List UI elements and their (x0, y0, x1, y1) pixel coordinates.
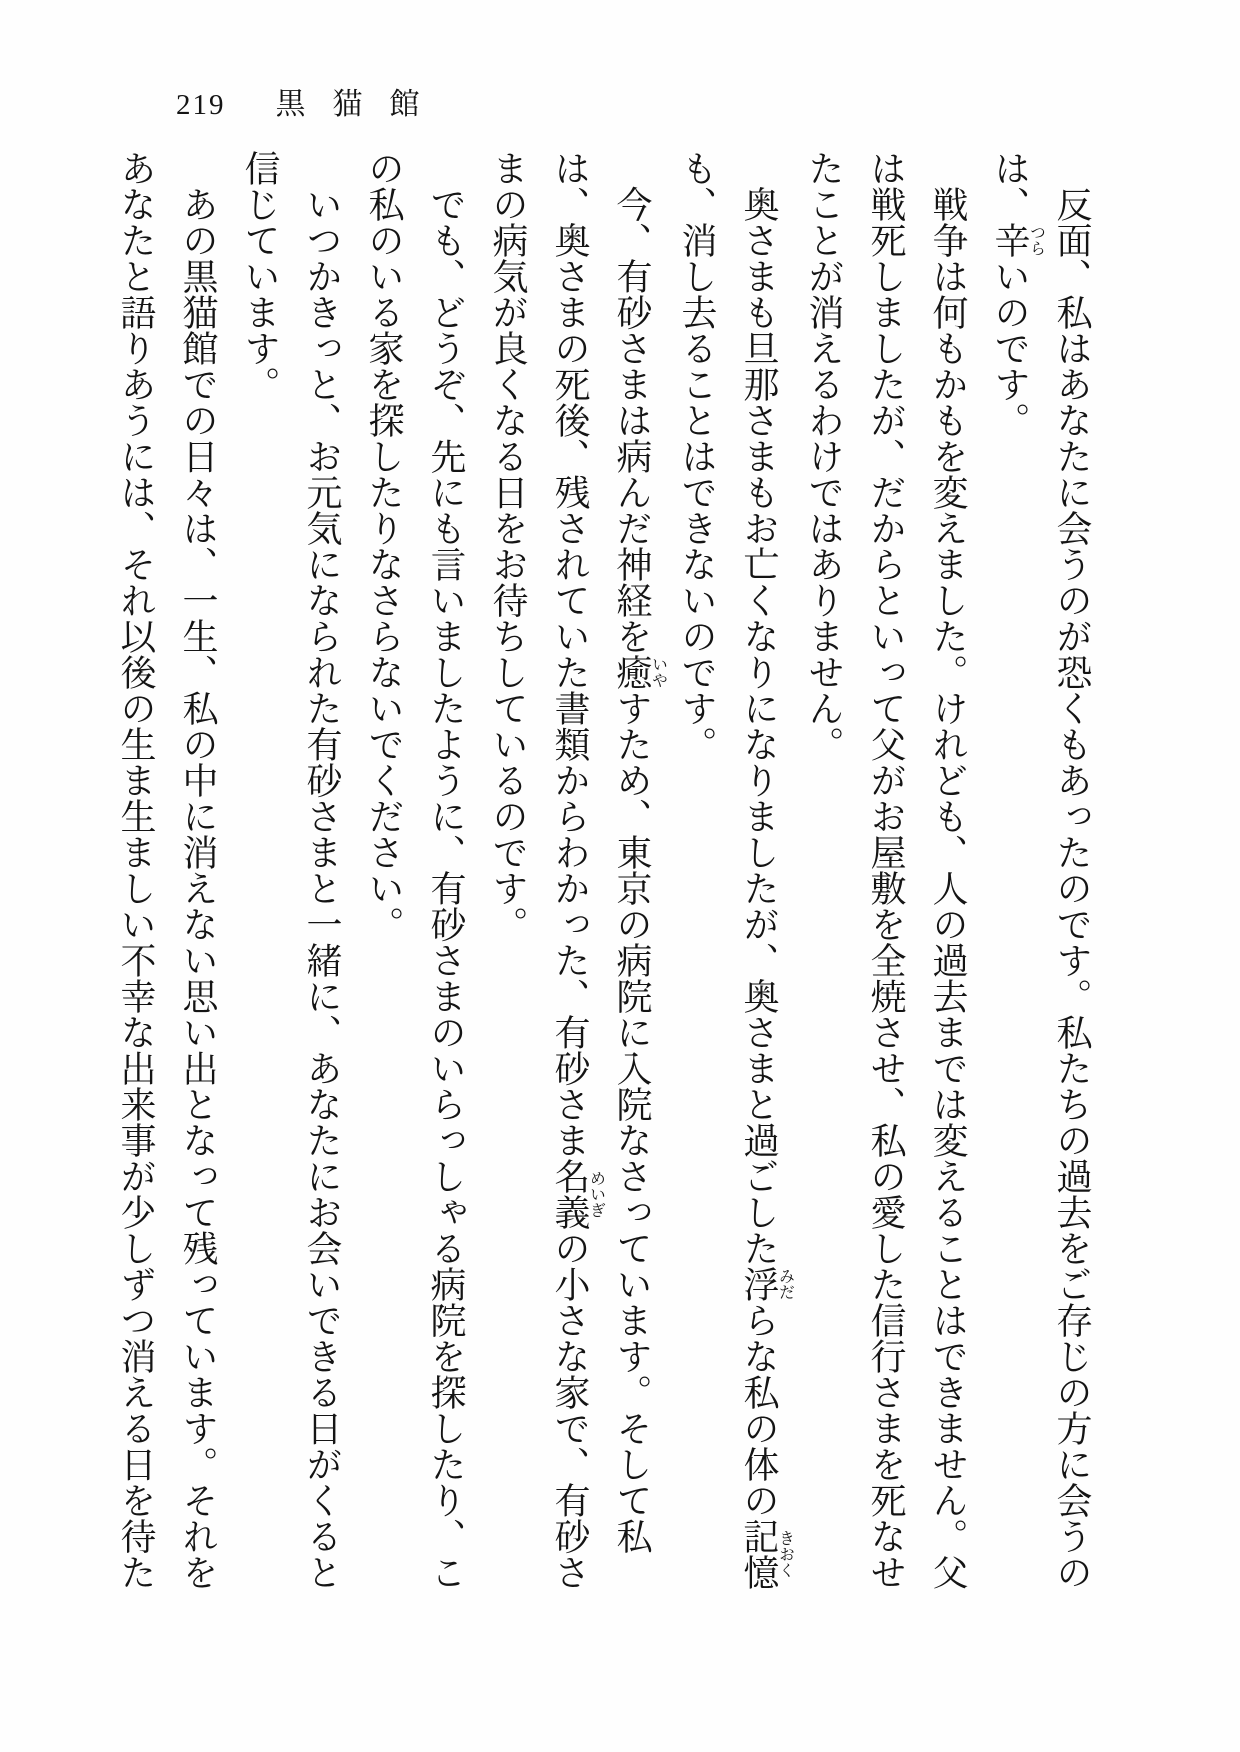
paragraph: でも、どうぞ、先にも言いましたように、有砂さまのいらっしゃる病院を探したり、この私のいる家を探したりなさらないでください。 (364, 150, 466, 1590)
running-head (176, 90, 447, 120)
page-title: 黒猫館 (275, 88, 447, 121)
paragraph: いつかきっと、お元気になられた有砂さまと一緒に、あなたにお会いできる日がくると信じています。 (240, 150, 342, 1590)
paragraph: 反面、私はあなたに会うのが恐くもあったのです。私たちの過去をご存じの方に会うのは、辛つらいのです。 (990, 150, 1092, 1590)
furigana-annotated-word: 癒いや (612, 654, 667, 690)
vertical-text-body (107, 150, 1103, 1602)
furigana-annotated-word: 名義めいぎ (550, 1158, 605, 1230)
paragraph: 今、有砂さまは病んだ神経を癒いやすため、東京の病院に入院なさっています。そして私は、奥さまの死後、残されていた書類からわかった、有砂さま名義めいぎの小さな家で、有砂さまの病気が良くなる日をお待ちしているのです。 (488, 150, 667, 1590)
paragraph: 奥さまも旦那さまもお亡くなりになりましたが、奥さまと過ごした浮みだらな私の体の記憶きおくも、消し去ることはできないのです。 (677, 150, 794, 1590)
furigana-annotated-word: 辛つら (990, 222, 1045, 258)
page-number: 219 (176, 89, 226, 121)
furigana-annotated-word: 浮みだ (739, 1266, 794, 1302)
paragraph: あの黒猫館での日々は、一生、私の中に消えない思い出となって残っています。それをあなたと語りあうには、それ以後の生ま生ましい不幸な出来事が少しずつ消える日を待た (116, 150, 218, 1590)
paragraph: 戦争は何もかもを変えました。けれども、人の過去までは変えることはできません。父は戦死しましたが、だからといって父がお屋敷を全焼させ、私の愛した信行さまを死なせたことが消えるわけではありません。 (804, 150, 968, 1590)
furigana-annotated-word: 記憶きおく (739, 1518, 794, 1590)
